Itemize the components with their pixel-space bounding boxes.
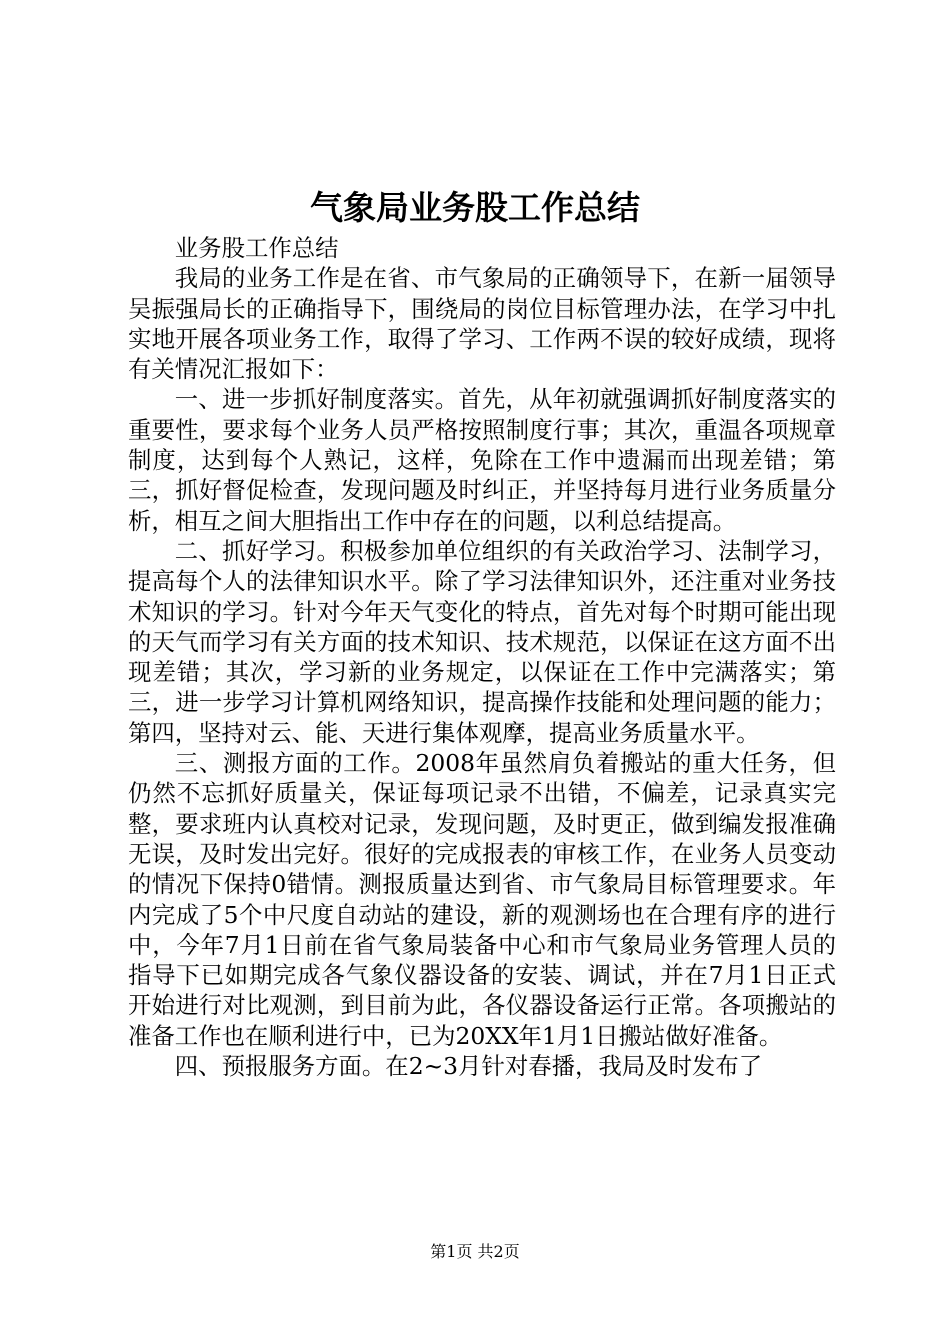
paragraph-section-2: 二、抓好学习。积极参加单位组织的有关政治学习、法制学习，提高每个人的法律知识水平。除了学习法律知识外，还注重对业务技术知识的学习。针对今年天气变化的特点，首先对每个时期可能出现的天气而学习有关方面的技术知识、技术规范，以保证在这方面不出现差错；其次，学习新的业务规定，以保证在工作中完满落实；第三，进一步学习计算机网络知识，提高操作技能和处理问题的能力；第四，坚持对云、能、天进行集体观摩，提高业务质量水平。 (128, 536, 836, 747)
paragraph-section-4: 四、预报服务方面。在2~3月针对春播，我局及时发布了 (174, 1052, 763, 1081)
paragraph-intro: 我局的业务工作是在省、市气象局的正确领导下，在新一届领导吴振强局长的正确指导下，围绕局的岗位目标管理办法，在学习中扎实地开展各项业务工作，取得了学习、工作两不误的较好成绩，现将有关情况汇报如下： (128, 264, 836, 384)
document-title: 气象局业务股工作总结 (310, 188, 640, 227)
paragraph-section-3: 三、测报方面的工作。2008年虽然肩负着搬站的重大任务，但仍然不忘抓好质量关，保证每项记录不出错，不偏差，记录真实完整，要求班内认真校对记录，发现问题，及时更正，做到编发报准确无误，及时发出完好。很好的完成报表的审核工作，在业务人员变动的情况下保持0错情。测报质量达到省、市气象局目标管理要求。年内完成了5个中尺度自动站的建设，新的观测场也在合理有序的进行中，今年7月1日前在省气象局装备中心和市气象局业务管理人员的指导下已如期完成各气象仪器设备的安装、调试，并在7月1日正式开始进行对比观测，到目前为此，各仪器设备运行正常。各项搬站的准备工作也在顺利进行中，已为20XX年1月1日搬站做好准备。 (128, 749, 836, 1050)
paragraph-section-1: 一、进一步抓好制度落实。首先，从年初就强调抓好制度落实的重要性，要求每个业务人员严格按照制度行事；其次，重温各项规章制度，达到每个人熟记，这样，免除在工作中遗漏而出现差错；第三，抓好督促检查，发现问题及时纠正，并坚持每月进行业务质量分析，相互之间大胆指出工作中存在的问题，以利总结提高。 (128, 385, 836, 535)
page-number: 第1页 共2页 (430, 1242, 520, 1261)
document-body (128, 233, 836, 1081)
document-subtitle: 业务股工作总结 (174, 234, 339, 262)
